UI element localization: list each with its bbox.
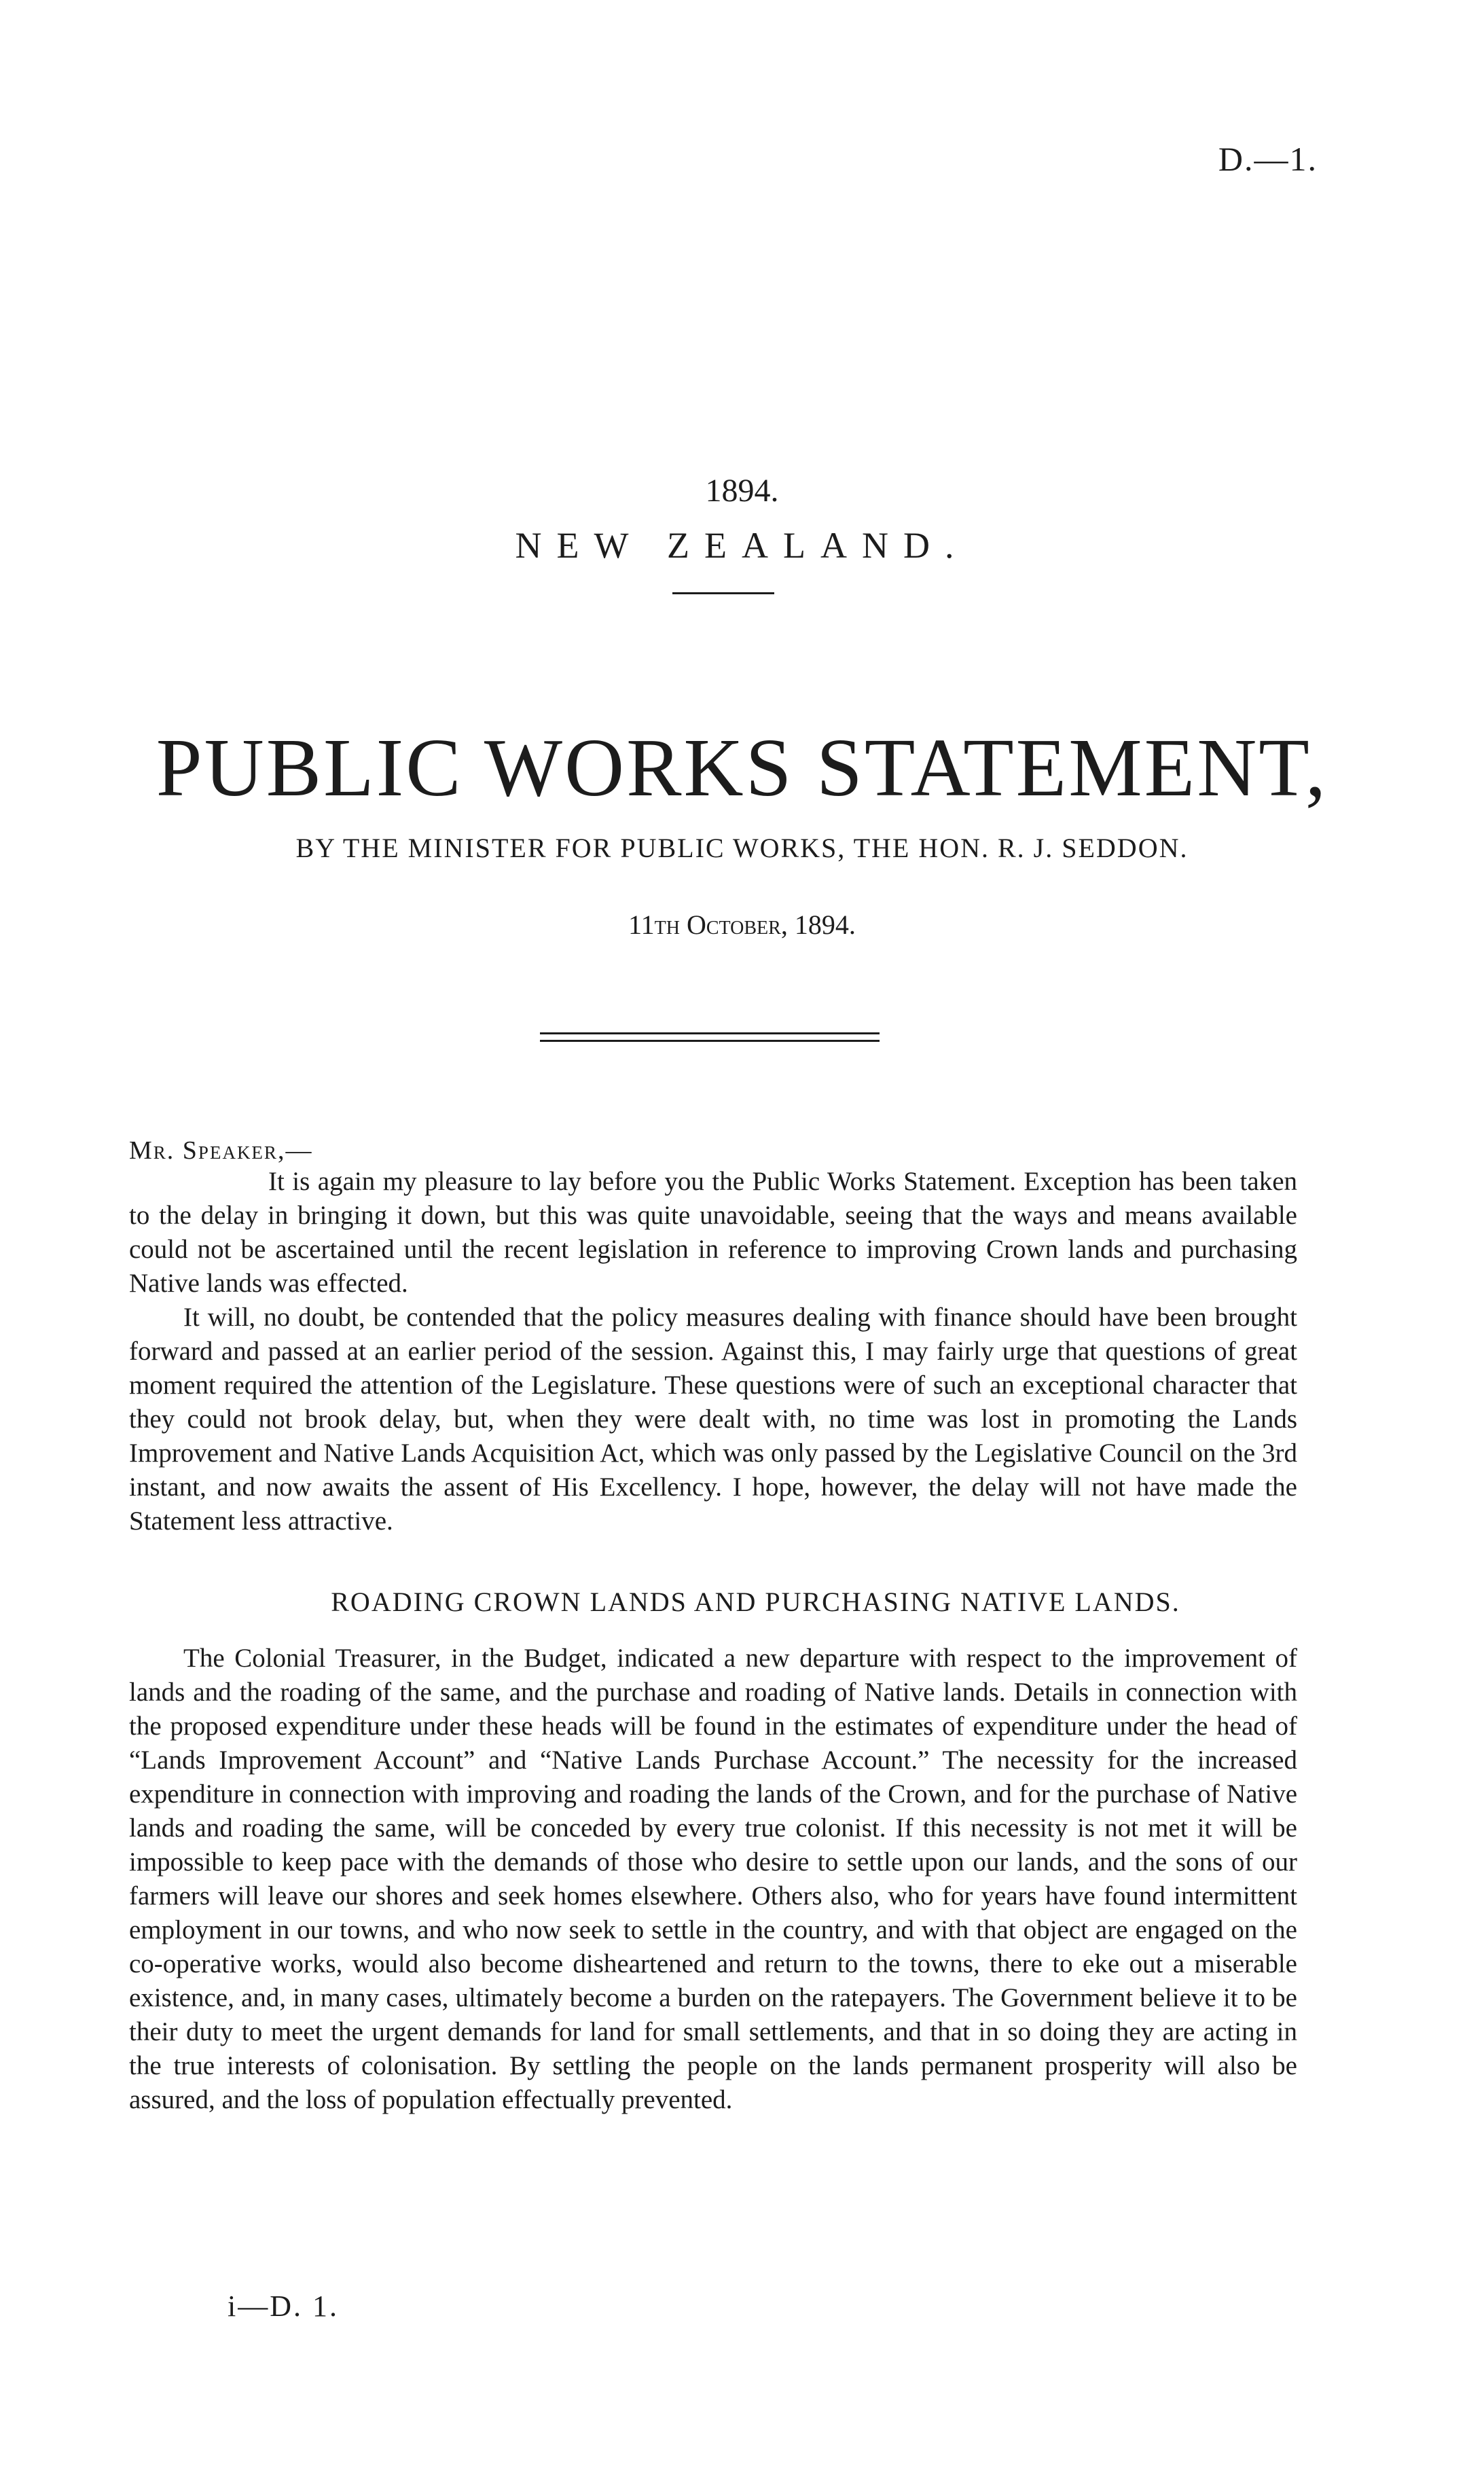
document-byline: BY THE MINISTER FOR PUBLIC WORKS, THE HON. R. J. SEDDON. [295,833,1189,863]
document-date: 11th October, 1894. [628,909,856,940]
double-divider-rule [540,1032,880,1042]
paragraph-roading: The Colonial Treasurer, in the Budget, indicated a new departure with respect to the improvement of lands and the roading of the same, and the purchase and roading of Native lands. Details in connection with the proposed expenditure under these heads will be found in the estimates of expenditure under the head of “Lands Improvement Account” and “Native Lands Purchase Account.” The necessity for the increased expenditure in connection with improving and roading the lands of the Crown, and for the purchase of Native lands and roading the same, will be conceded by every true colonist. If this necessity is not met it will be impossible to keep pace with the demands of those who desire to settle upon our lands, and the sons of our farmers will leave our shores and seek homes elsewhere. Others also, who for years have found intermittent employment in our towns, and who now seek to settle in the country, and with that object are engaged on the co-operative works, would also become disheartened and return to the towns, there to eke out a miserable existence, and, in many cases, ultimately become a burden on the ratepayers. The Government believe it to be their duty to meet the urgent demands for land for small settlements, and that in so doing they are acting in the true interests of colonisation. By settling the people on the lands permanent prosperity will also be assured, and the loss of population effectually prevented. [129,1644,1297,2114]
section-heading: ROADING CROWN LANDS AND PURCHASING NATIVE LANDS. [331,1587,1180,1617]
country-heading: NEW ZEALAND. [515,525,969,566]
short-divider-rule [672,592,774,594]
paragraph-intro: It is again my pleasure to lay before you the Public Works Statement. Exception has been taken to the delay in bringing it down, but this was quite unavoidable, seeing that the ways and means available could not be ascertained until the recent legislation in reference to improving Crown lands and purchasing Native lands was effected. [129,1167,1297,1298]
document-year: 1894. [705,473,779,509]
salutation: Mr. Speaker,— [129,1136,313,1165]
document-title: PUBLIC WORKS STATEMENT, [156,722,1328,814]
page-identifier: D.—1. [1218,140,1318,178]
footer-signature: i—D. 1. [228,2290,339,2323]
paragraph-policy: It will, no doubt, be contended that the policy measures dealing with finance should have been brought forward and passed at an earlier period of the session. Against this, I may fairly urge that questions of great moment required the attention of the Legislature. These questions were of such an exceptional character that they could not brook delay, but, when they were dealt with, no time was lost in promoting the Lands Improvement and Native Lands Acquisition Act, which was only passed by the Legislative Council on the 3rd instant, and now awaits the assent of His Excellency. I hope, however, the delay will not have made the Statement less attractive. [129,1303,1297,1536]
